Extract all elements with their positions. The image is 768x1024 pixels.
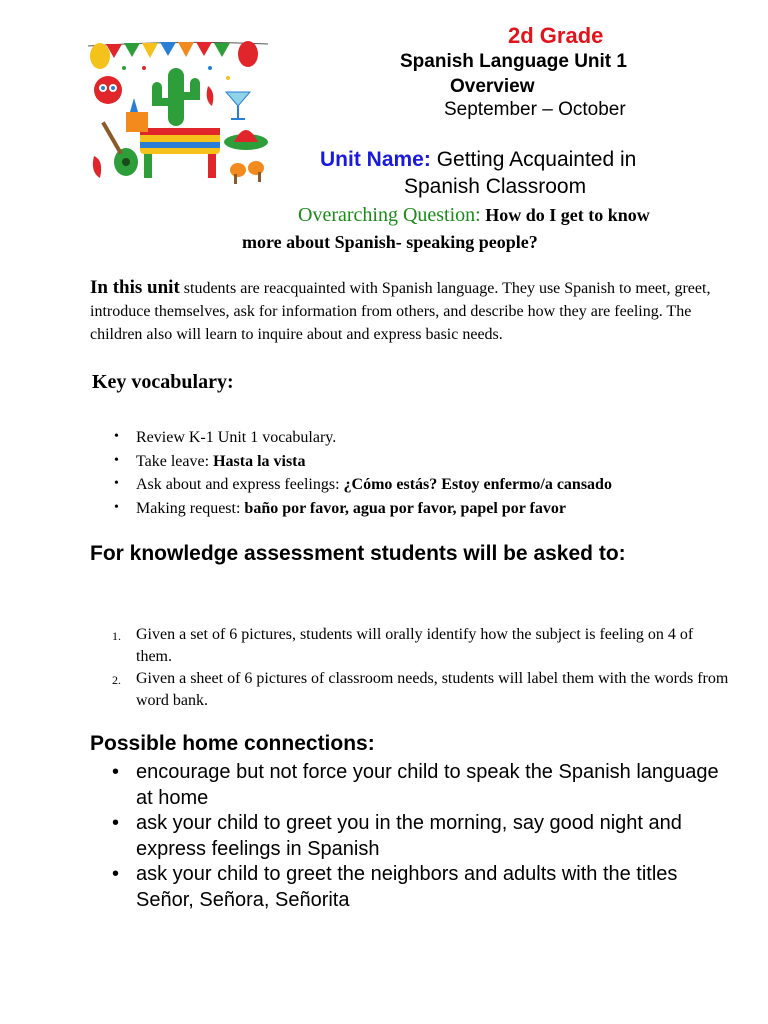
bullet-icon: •: [112, 812, 120, 834]
intro-paragraph: [90, 276, 730, 346]
fiesta-clipart-icon: [88, 38, 268, 184]
assessment-item: 1. Given a set of 6 pictures, students will orally identify how the subject is feeling on 4 of them.: [112, 626, 694, 665]
intro-lead: In this unit: [90, 277, 180, 298]
vocabulary-list: [114, 429, 734, 523]
unit-name-label: Unit Name:: [320, 148, 431, 171]
home-connections-list: [110, 760, 740, 913]
bullet-icon: •: [114, 429, 119, 444]
assessment-item: 2. Given a sheet of 6 pictures of classroom needs, students will label them with the words from word bank.: [112, 670, 729, 709]
vocabulary-item: • Review K-1 Unit 1 vocabulary.: [114, 429, 337, 446]
grade-title: 2d Grade: [508, 23, 604, 48]
bullet-icon: •: [112, 761, 120, 783]
home-connection-item: • ask your child to greet the neighbors and adults with the titles Señor, Señora, Señorita: [112, 863, 678, 911]
vocabulary-heading: Key vocabulary:: [92, 371, 234, 393]
unit-name-value-line2: Spanish Classroom: [404, 175, 587, 198]
bullet-icon: •: [114, 452, 119, 468]
overarching-question: [298, 204, 650, 227]
unit-subtitle: Overview: [450, 76, 535, 97]
unit-name: [320, 148, 636, 172]
vocabulary-item: • Making request: baño por favor, agua por favor, papel por favor: [114, 499, 566, 517]
assessment-heading: For knowledge assessment students will be asked to:: [90, 542, 626, 565]
list-number: 2.: [112, 673, 121, 687]
date-range: September – October: [444, 99, 626, 120]
unit-title: Spanish Language Unit 1: [400, 51, 627, 72]
bullet-icon: •: [114, 499, 119, 515]
overarching-question-text: How do I get to know: [480, 205, 650, 225]
intro-text: students are reacquainted with Spanish language. They use Spanish to meet, greet, introduce themselves, ask for information from others, and describe how they are feeling. The children also will learn to inquire about and express basic needs.: [90, 280, 711, 343]
unit-name-value: Getting Acquainted in: [430, 148, 637, 171]
vocabulary-item: • Take leave: Hasta la vista: [114, 452, 306, 470]
assessment-list: [112, 624, 732, 712]
overarching-question-label: Overarching Question:: [298, 204, 481, 226]
home-connection-item: • ask your child to greet you in the morning, say good night and express feelings in Spanish: [112, 812, 682, 860]
vocabulary-item: • Ask about and express feelings: ¿Cómo estás? Estoy enfermo/a cansado: [114, 476, 612, 493]
list-number: 1.: [112, 629, 121, 643]
home-connections-heading: Possible home connections:: [90, 732, 375, 755]
overarching-question-text-line2: more about Spanish- speaking people?: [242, 232, 538, 252]
home-connection-item: • encourage but not force your child to speak the Spanish language at home: [112, 761, 719, 809]
bullet-icon: •: [114, 476, 119, 491]
bullet-icon: •: [112, 863, 120, 885]
